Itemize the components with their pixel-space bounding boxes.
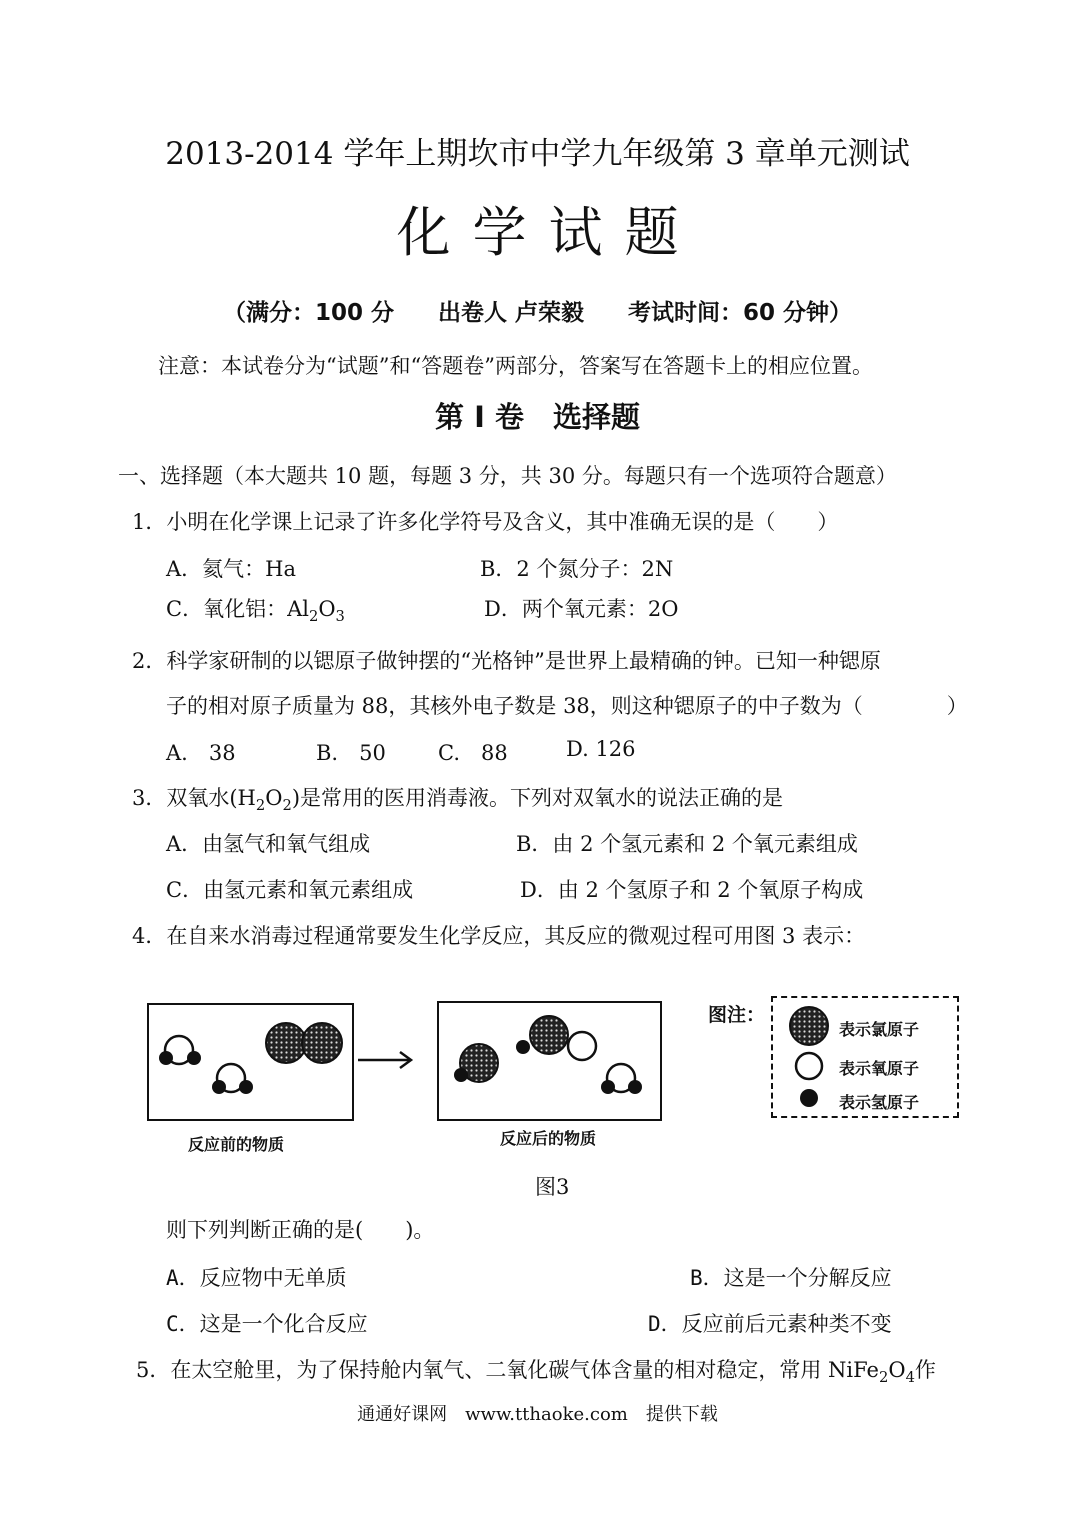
after-molecules <box>439 1003 660 1119</box>
exam-author: 出卷人 卢荣毅 <box>438 300 585 326</box>
exam-meta <box>0 294 1075 327</box>
q4-option-b: B．这是一个分解反应 <box>690 1266 892 1290</box>
q3-option-c: C．由氢元素和氧元素组成 <box>166 878 414 902</box>
legend-chlorine: 表示氯原子 <box>839 1020 920 1039</box>
figure-caption: 图3 <box>535 1175 570 1199</box>
legend-symbols <box>787 1004 831 1110</box>
q4-question: 则下列判断正确的是( )。 <box>166 1218 435 1242</box>
q3-option-a: A．由氢气和氧气组成 <box>166 832 371 856</box>
arrow-icon <box>356 1048 416 1072</box>
q2-option-b: B. 50 <box>316 741 386 765</box>
oxygen-atom-icon <box>568 1032 596 1060</box>
legend-hydrogen: 表示氢原子 <box>839 1093 920 1112</box>
chlorine-atom-icon <box>302 1023 342 1063</box>
before-reaction-box <box>147 1003 354 1121</box>
chlorine-atom-icon <box>530 1016 568 1054</box>
q2-option-d: D. 126 <box>566 737 636 761</box>
q3-option-d: D．由 2 个氢原子和 2 个氧原子构成 <box>520 878 864 902</box>
exam-title: 2013-2014 学年上期坎市中学九年级第 3 章单元测试 <box>165 136 910 172</box>
q2-option-a: A. 38 <box>166 741 236 765</box>
q1-option-d: D．两个氧元素：2O <box>484 597 679 621</box>
q1-option-a: A．氦气：Ha <box>166 557 296 581</box>
hydrogen-atom-icon <box>628 1080 642 1094</box>
hydrogen-atom-icon <box>239 1080 253 1094</box>
q4-option-c: C．这是一个化合反应 <box>166 1312 368 1336</box>
after-label: 反应后的物质 <box>500 1129 597 1148</box>
legend-title: 图注： <box>708 1004 766 1026</box>
exam-notice: 注意：本试卷分为“试题”和“答题卷”两部分，答案写在答题卡上的相应位置。 <box>158 354 873 378</box>
q4-option-d: D．反应前后元素种类不变 <box>648 1312 892 1336</box>
before-label: 反应前的物质 <box>188 1135 285 1154</box>
hydrogen-atom-icon <box>187 1051 201 1065</box>
chlorine-atom-icon <box>790 1007 828 1045</box>
q4-option-a: A．反应物中无单质 <box>166 1266 347 1290</box>
subject-title: 化学试题 <box>396 201 701 264</box>
q2-option-c: C. 88 <box>438 741 508 765</box>
legend-oxygen: 表示氧原子 <box>839 1059 920 1078</box>
q2-stem-line2: 子的相对原子质量为 88，其核外电子数是 38，则这种锶原子的中子数为（ ） <box>166 694 968 718</box>
full-score: （满分：100 分 <box>222 300 394 326</box>
before-molecules <box>149 1005 352 1119</box>
exam-duration: 考试时间：60 分钟） <box>628 300 853 326</box>
q5-stem: 5．在太空舱里，为了保持舱内氧气、二氧化碳气体含量的相对稳定，常用 $NiFe_2O_4$作 <box>136 1358 936 1387</box>
hydrogen-atom-icon <box>159 1051 173 1065</box>
hydrogen-atom-icon <box>800 1089 818 1107</box>
legend-box <box>771 996 959 1118</box>
hydrogen-atom-icon <box>212 1080 226 1094</box>
q3-option-b: B．由 2 个氢元素和 2 个氧元素组成 <box>516 832 858 856</box>
hydrogen-atom-icon <box>601 1080 615 1094</box>
q4-stem: 4．在自来水消毒过程通常要发生化学反应，其反应的微观过程可用图 3 表示： <box>132 924 866 948</box>
page-footer: 通通好课网 www.tthaoke.com 提供下载 <box>357 1404 718 1425</box>
hydrogen-atom-icon <box>454 1068 468 1082</box>
oxygen-atom-icon <box>796 1053 822 1079</box>
q3-stem: 3．双氧水$(H_2O_2)$是常用的医用消毒液。下列对双氧水的说法正确的是 <box>132 786 784 815</box>
q1-stem: 1．小明在化学课上记录了许多化学符号及含义，其中准确无误的是（ ） <box>132 510 839 534</box>
q1-option-b: B．2 个氮分子：2N <box>480 557 674 581</box>
chlorine-atom-icon <box>266 1023 306 1063</box>
section-title: 第 I 卷 选择题 <box>435 400 640 434</box>
q2-stem-line1: 2．科学家研制的以锶原子做钟摆的“光格钟”是世界上最精确的钟。已知一种锶原 <box>132 649 881 673</box>
hydrogen-atom-icon <box>516 1040 530 1054</box>
after-reaction-box <box>437 1001 662 1121</box>
q1-option-c: C．氧化铝：$Al_2O_3$ <box>166 597 345 626</box>
part-heading: 一、选择题（本大题共 10 题，每题 3 分，共 30 分。每题只有一个选项符合题意） <box>118 464 897 488</box>
